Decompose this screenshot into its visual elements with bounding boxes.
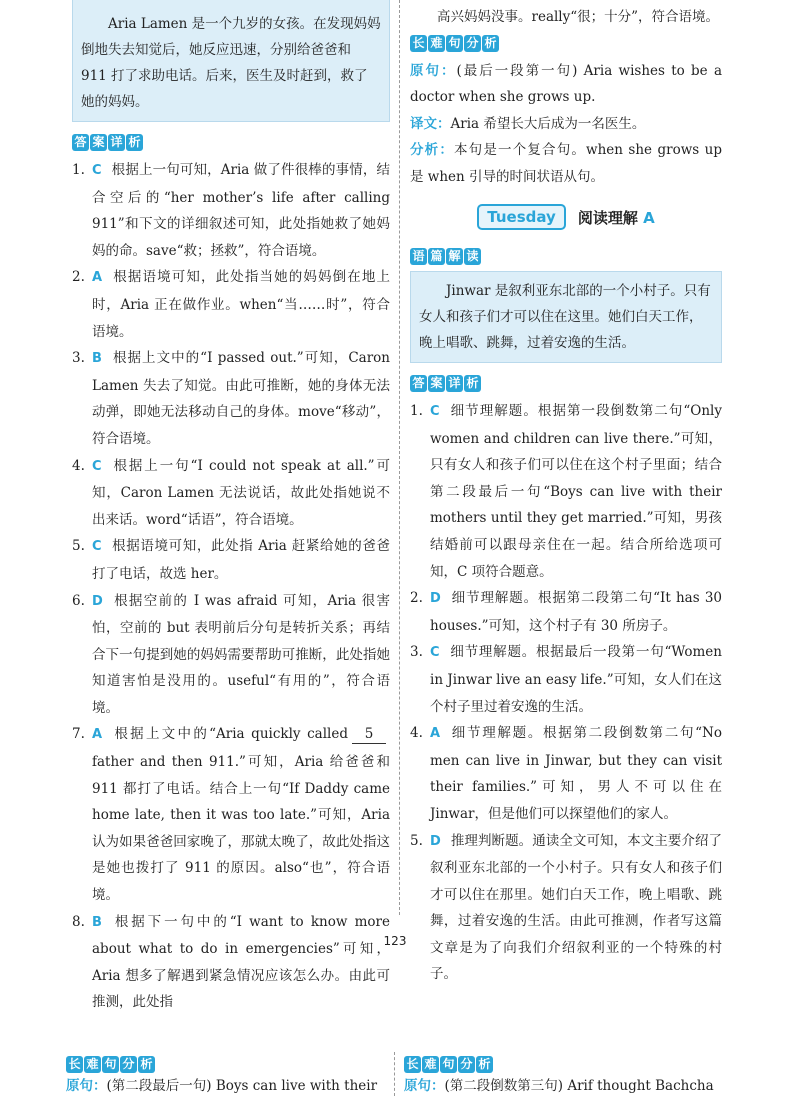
analysis: 分析：本句是一个复合句。when she grows up 是 when 引导的时间状语从句。 [410,142,723,185]
answer-letter: C [92,163,102,178]
answer-letter: A [92,727,103,743]
answer-letter: D [92,593,103,609]
sentence-analysis-tag: 长 难 句 分 析 [404,1056,493,1073]
answer-item: 7. A 根据上文中的“Aria quickly called 5father and then 911.”可知，Aria 给爸爸和 911 都打了电话。结合上一句“If Daddy came home late, then it was too late.”可知，Aria 认为如果爸爸回家晚了，那就太晚了，故此处指这是她也拨打了 911 的原因。also“也”，符合语境。 [72,726,390,904]
answer-text: father and then 911.”可知，Aria 给爸爸和 911 都打了电话。结合上一句“If Daddy came home late, then it was too late.”可知，Aria 认为如果爸爸回家晚了，那就太晚了，故此处指这是她也拨打了 911 的原因。also“也”，符合语境。 [92,754,390,904]
bottom-left-section [66,1056,384,1099]
answer-text: 根据上文中的“Aria quickly called [112,726,348,743]
answer-text: 细节理解题。根据第一段倒数第二句“Only women and children can live there.”可知，只有女人和孩子们可以住在这个村子里面；结合第二段最后一句“Boys can live with their mothers until they get married.”可知，男孩结婚前可以跟母亲住在一起。结合所给选项可知，C 项符合题意。 [430,403,722,580]
passage-tag: 语 篇 解 读 [410,248,481,265]
answer-item: 3. C 细节理解题。根据最后一段第一句“Women in Jinwar live an easy life.”可知，女人们在这个村子里过着安逸的生活。 [410,644,722,715]
section-heading [410,204,722,230]
answer-text: 根据语境可知，此处指 Aria 赶紧给她的爸爸打了电话，故选 her。 [92,538,390,582]
answer-item: 2. A 根据语境可知，此处指当她的妈妈倒在地上时，Aria 正在做作业。when“当……时”，符合语境。 [72,269,390,340]
answer-item: 2. D 细节理解题。根据第二段第二句“It has 30 houses.”可知，这个村子有 30 所房子。 [410,590,722,634]
answer-item: 3. B 根据上文中的“I passed out.”可知，Caron Lamen 失去了知觉。由此可推断，她的身体无法动弹，即她无法移动自己的身体。move“移动”，符合语境。 [72,350,390,447]
passage-summary-text: Aria Lamen 是一个九岁的女孩。在发现妈妈倒地失去知觉后，她反应迅速，分别给爸爸和 911 打了求助电话。后来，医生及时赶到，救了她的妈妈。 [81,16,381,110]
answer-letter: C [92,539,102,555]
translation: 译文：Aria 希望长大后成为一名医生。 [410,115,646,132]
answer-item: 8. B 根据下一句中的“I want to know more about what to do in emergencies”可知，Aria 想多了解遇到紧急情况应该怎么办。由此可推测，此处指 [72,913,390,1011]
answer-item: 5. C 根据语境可知，此处指 Aria 赶紧给她的爸爸打了电话，故选 her。 [72,538,390,582]
answer-item: 4. A 细节理解题。根据第二段倒数第二句“No men can live in Jinwar, but they can visit their families.”可知，男人不可以住在 Jinwar，但是他们可以探望他们的家人。 [410,725,722,822]
answer-text: 推理判断题。通读全文可知，本文主要介绍了叙利亚东北部的一个小村子。只有女人和孩子们才可以住在那里。她们白天工作，晚上唱歌、跳舞，过着安逸的生活。由此可推测，作者写这篇文章是为了向我们介绍叙利亚的一个特殊的村子。 [430,832,722,983]
sentence-analysis-tag: 长 难 句 分 析 [410,35,499,52]
day-badge: Tuesday [477,204,566,230]
answer-text: 细节理解题。根据最后一段第一句“Women in Jinwar live an easy life.”可知，女人们在这个村子里过着安逸的生活。 [430,644,722,715]
column-divider [394,1052,395,1096]
original-sentence: 原句：(第二段倒数第三句) Arif thought Bachcha [404,1078,714,1094]
reading-title: 阅读理解 A [577,208,655,227]
answer-text: 根据上文中的“I passed out.”可知，Caron Lamen 失去了知觉。由此可推断，她的身体无法动弹，即她无法移动自己的身体。move“移动”，符合语境。 [92,350,390,447]
left-column [72,0,390,1016]
answer-text: 根据下一句中的“I want to know more about what to do in emergencies”可知，Aria 想多了解遇到紧急情况应该怎么办。由此可推测，此处指 [92,913,390,1011]
answer-letter: B [92,914,102,930]
answer-letter: A [92,270,103,286]
answer-letter: A [430,726,441,742]
answer-text: 根据语境可知，此处指当她的妈妈倒在地上时，Aria 正在做作业。when“当……时”，符合语境。 [92,269,390,340]
original-sentence: 原句：(最后一段第一句) Aria wishes to be a doctor when she grows up. [410,62,722,105]
answer-letter: C [430,645,440,661]
answer-letter: D [430,591,441,607]
answer-letter: C [430,404,440,419]
right-column [410,0,722,988]
answer-explanation-tag: 答 案 详 析 [410,375,481,392]
column-divider [399,0,400,915]
original-sentence: 原句：(第二段最后一句) Boys can live with their [66,1078,378,1094]
answer-text: 细节理解题。根据第二段第二句“It has 30 houses.”可知，这个村子有 30 所房子。 [430,590,722,634]
answer-text: 细节理解题。根据第二段倒数第二句“No men can live in Jinwar, but they can visit their families.”可知，男人不可以住在 Jinwar，但是他们可以探望他们的家人。 [430,725,722,822]
answer-item: 5. D 推理判断题。通读全文可知，本文主要介绍了叙利亚东北部的一个小村子。只有女人和孩子们才可以住在那里。她们白天工作，晚上唱歌、跳舞，过着安逸的生活。由此可推测，作者写这篇文章是为了向我们介绍叙利亚的一个特殊的村子。 [410,832,722,983]
answer-letter: C [92,458,102,474]
page-number: 123 [383,934,407,948]
answer-item: 1. C 根据上一句可知，Aria 做了件很棒的事情，结合空后的“her mother’s life after calling 911”和下文的详细叙述可知，此处指她救了她妈妈的命。save“救；拯救”，符合语境。 [72,162,390,259]
sentence-analysis-tag: 长 难 句 分 析 [66,1056,155,1073]
bottom-right-section [404,1056,722,1099]
passage-summary-box [410,271,722,363]
answer-letter: D [430,833,441,849]
answer-item: 6. D 根据空前的 I was afraid 可知，Aria 很害怕，空前的 but 表明前后分句是转折关系；再结合下一句提到她的妈妈需要帮助可推断，此处指她知道害怕是没用的。useful“有用的”，符合语境。 [72,592,390,716]
passage-summary-text: Jinwar 是叙利亚东北部的一个小村子。只有女人和孩子们才可以住在这里。她们白天工作，晚上唱歌、跳舞，过着安逸的生活。 [419,283,711,351]
answer-letter: B [92,351,102,367]
blank-number: 5 [352,725,386,744]
answer-text: 根据上一句可知，Aria 做了件很棒的事情，结合空后的“her mother’s life after calling 911”和下文的详细叙述可知，此处指她救了她妈妈的命。save“救；拯救”，符合语境。 [92,162,390,259]
answer-text: 根据上一句“I could not speak at all.”可知，Caron Lamen 无法说话，故此处指她说不出来话。word“话语”，符合语境。 [92,457,390,528]
continued-text: 高兴妈妈没事。really“很；十分”，符合语境。 [437,9,720,25]
answer-text: 根据空前的 I was afraid 可知，Aria 很害怕，空前的 but 表明前后分句是转折关系；再结合下一句提到她的妈妈需要帮助可推断，此处指她知道害怕是没用的。useful“有用的”，符合语境。 [92,592,390,716]
answer-explanation-tag: 答 案 详 析 [72,134,143,151]
answer-item: 4. C 根据上一句“I could not speak at all.”可知，Caron Lamen 无法说话，故此处指她说不出来话。word“话语”，符合语境。 [72,457,390,528]
answer-item: 1. C 细节理解题。根据第一段倒数第二句“Only women and children can live there.”可知，只有女人和孩子们可以住在这个村子里面；结合第二段最后一句“Boys can live with their mothers until they get married.”可知，男孩结婚前可以跟母亲住在一起。结合所给选项可知，C 项符合题意。 [410,403,722,580]
passage-summary-box [72,0,390,122]
